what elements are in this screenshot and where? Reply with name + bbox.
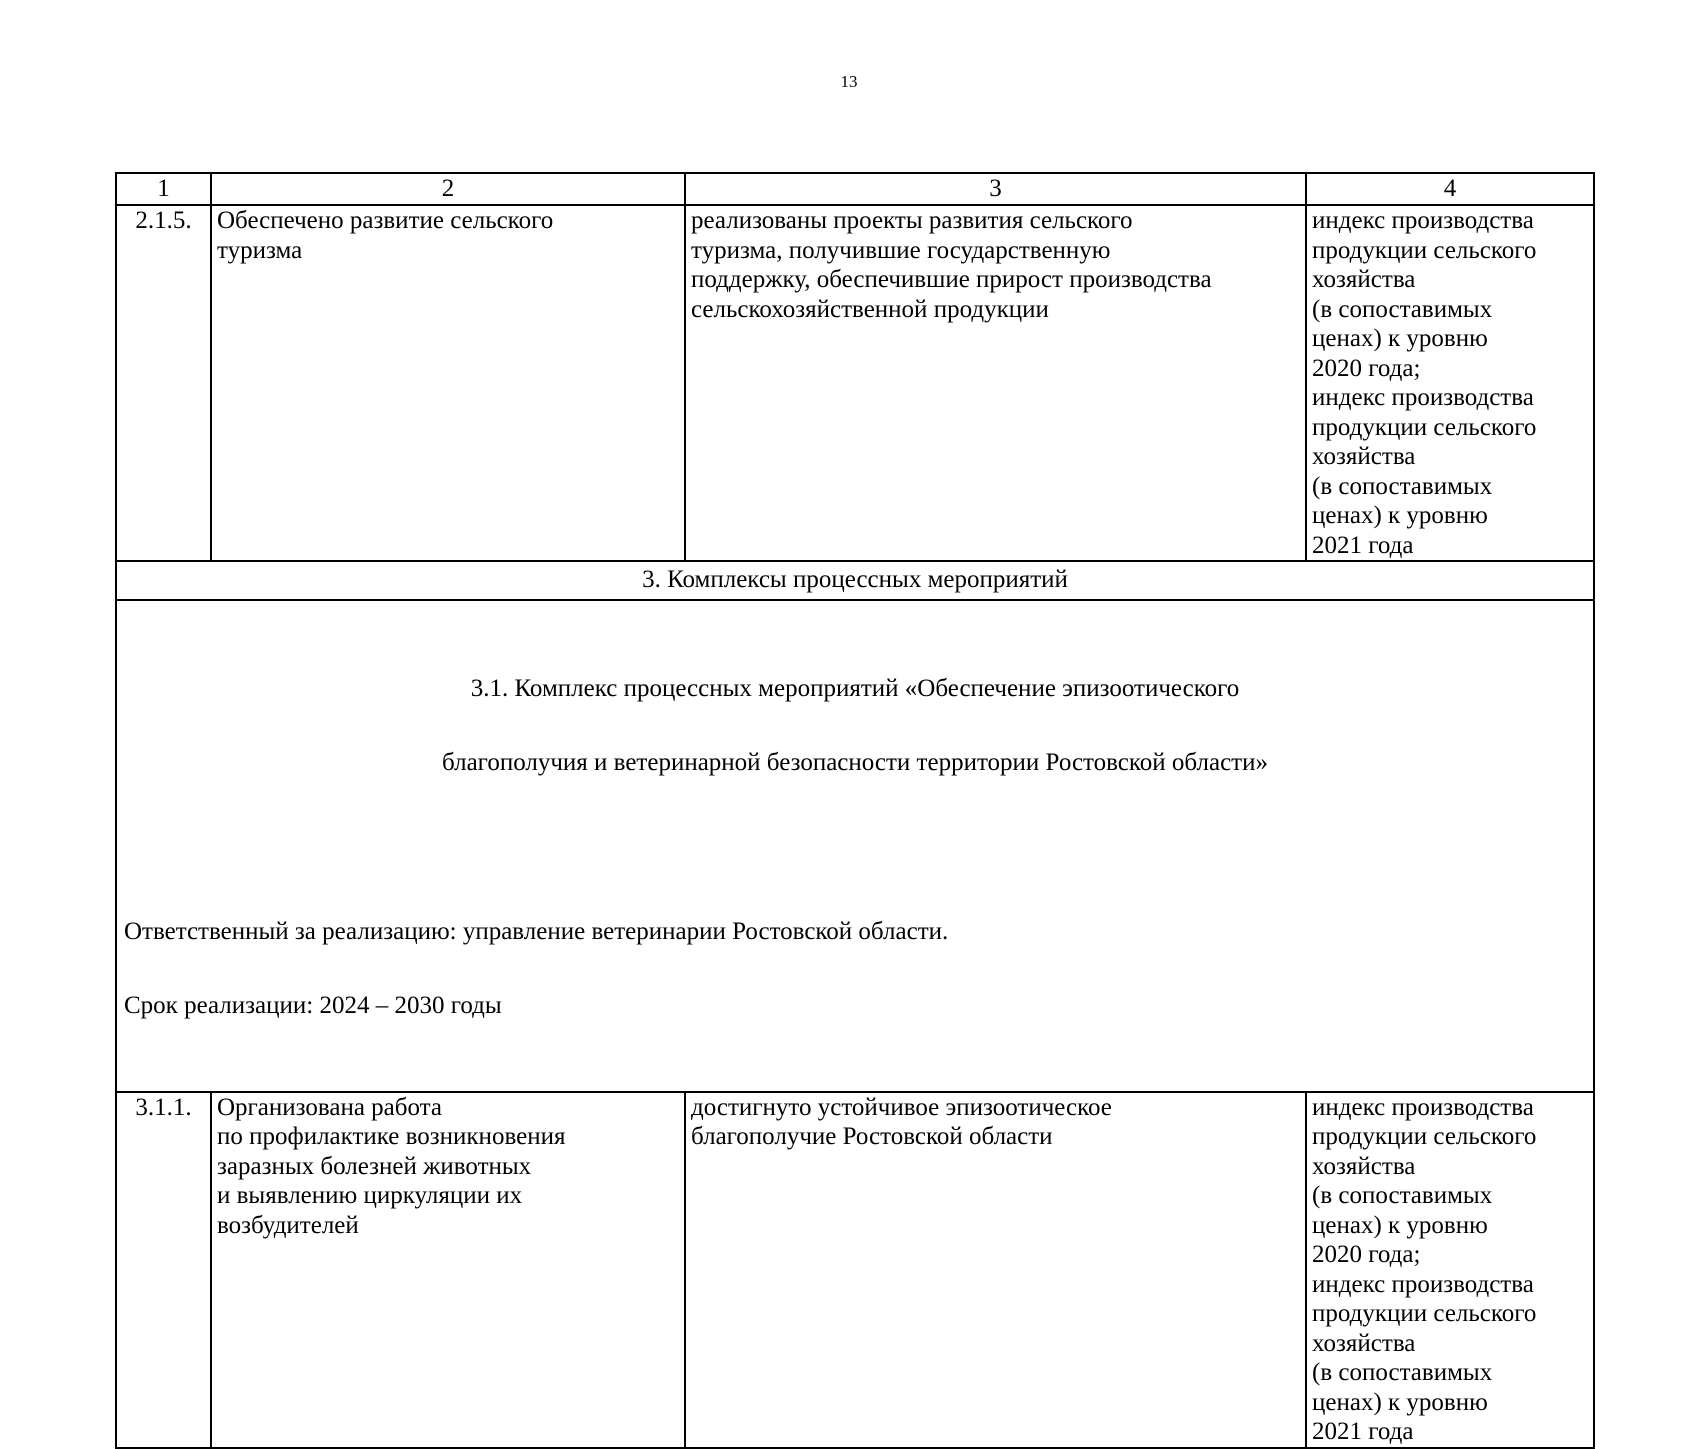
table-row [116,205,1594,561]
column-header: 2 [211,173,685,205]
page-number: 13 [840,72,858,91]
subsection-info [124,876,1586,1061]
subsection-title-line: благополучия и ветеринарной безопасности территории Ростовской области» [442,748,1268,776]
task-result: Обеспечено развитие сельского туризма [211,205,685,561]
subsection-title [124,633,1586,818]
task-description: достигнуто устойчивое эпизоотическое благополучие Ростовской области [685,1092,1306,1448]
section-title: 3. Комплексы процессных мероприятий [116,561,1594,600]
table-row [116,1092,1594,1448]
column-header: 1 [116,173,211,205]
indicator-links: индекс производства продукции сельского хозяйства (в сопоставимых ценах) к уровню 2020 года; индекс производства продукции сельского хозяйства (в сопоставимых ценах) к уровню 2021 года [1306,1092,1594,1448]
subsection-cell [116,600,1594,1092]
section-row [116,561,1594,600]
row-number: 3.1.1. [116,1092,211,1448]
results-table [115,172,1595,1449]
table-header-row [116,173,1594,205]
column-header: 4 [1306,173,1594,205]
column-header: 3 [685,173,1306,205]
period-text: Срок реализации: 2024 – 2030 годы [124,992,502,1019]
task-description: реализованы проекты развития сельского туризма, получившие государственную поддержку, обеспечившие прирост производства сельскохозяйственной продукции [685,205,1306,561]
subsection-row [116,600,1594,1092]
row-number: 2.1.5. [116,205,211,561]
indicator-links: индекс производства продукции сельского хозяйства (в сопоставимых ценах) к уровню 2020 года; индекс производства продукции сельского хозяйства (в сопоставимых ценах) к уровню 2021 года [1306,205,1594,561]
task-result: Организована работа по профилактике возникновения заразных болезней животных и выявлению циркуляции их возбудителей [211,1092,685,1448]
responsible-text: Ответственный за реализацию: управление ветеринарии Ростовской области. [124,918,949,945]
subsection-title-line: 3.1. Комплекс процессных мероприятий «Обеспечение эпизоотического [470,674,1240,702]
